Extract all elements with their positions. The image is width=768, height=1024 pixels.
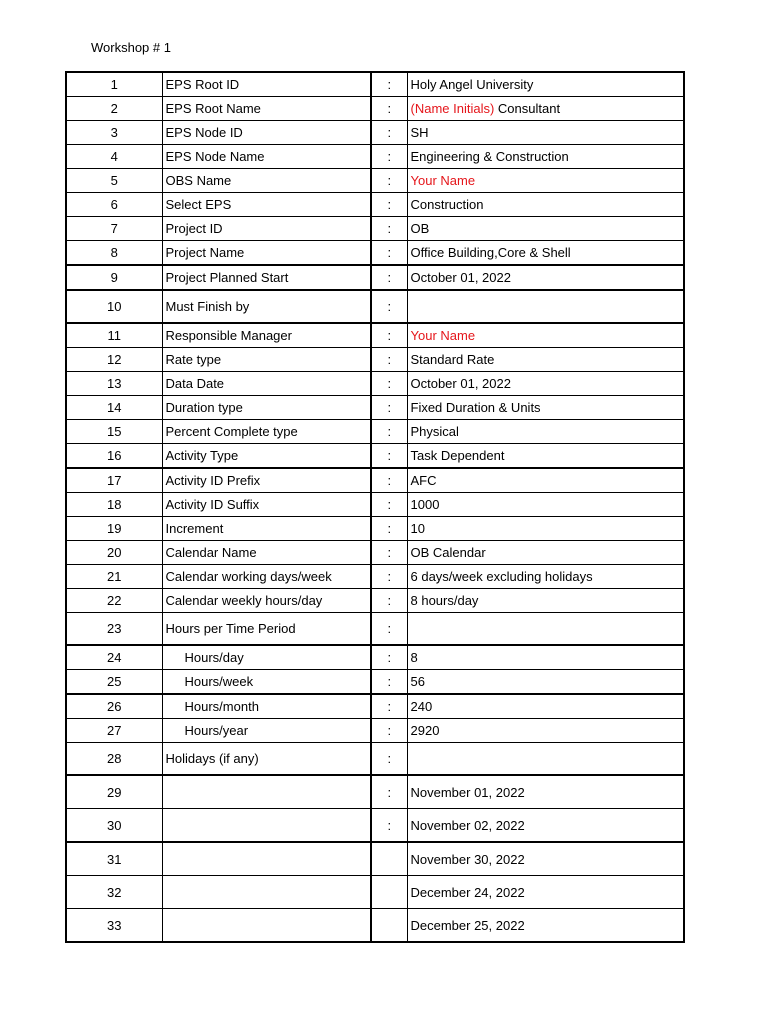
value-text: 10: [410, 521, 425, 536]
table-row: [66, 493, 684, 517]
table-row: [66, 565, 684, 589]
value-text: November 30, 2022: [410, 851, 525, 867]
row-number: 14: [66, 396, 162, 420]
row-label: Hours/week: [162, 670, 371, 695]
value-text: Standard Rate: [410, 352, 495, 367]
table-row: [66, 775, 684, 809]
row-value[interactable]: [407, 372, 684, 396]
row-number: 31: [66, 842, 162, 876]
row-value[interactable]: [407, 670, 684, 695]
row-number: 19: [66, 517, 162, 541]
value-text: December 24, 2022: [410, 884, 525, 900]
row-separator: :: [371, 541, 407, 565]
row-value[interactable]: [407, 145, 684, 169]
row-value[interactable]: [407, 290, 684, 323]
table-row: [66, 719, 684, 743]
row-label: Holidays (if any): [162, 743, 371, 776]
value-text: Physical: [410, 424, 459, 439]
row-number: 9: [66, 265, 162, 290]
table-row: [66, 645, 684, 670]
value-text: November 01, 2022: [410, 784, 525, 800]
row-label: Increment: [162, 517, 371, 541]
value-text: 240: [410, 699, 433, 714]
row-separator: :: [371, 743, 407, 776]
row-separator: [371, 876, 407, 909]
row-separator: :: [371, 420, 407, 444]
row-value[interactable]: [407, 396, 684, 420]
row-value[interactable]: [407, 217, 684, 241]
row-value[interactable]: [407, 589, 684, 613]
row-number: 25: [66, 670, 162, 695]
table-row: [66, 613, 684, 646]
row-number: 16: [66, 444, 162, 469]
row-separator: [371, 909, 407, 943]
value-highlight-text: Your Name: [410, 173, 476, 188]
value-text: 1000: [410, 497, 440, 512]
row-separator: :: [371, 290, 407, 323]
row-separator: :: [371, 719, 407, 743]
table-row: [66, 348, 684, 372]
row-label: [162, 775, 371, 809]
value-text: Engineering & Construction: [410, 149, 569, 164]
row-label: [162, 809, 371, 843]
table-row: [66, 265, 684, 290]
row-separator: :: [371, 809, 407, 843]
row-number: 15: [66, 420, 162, 444]
table-row: [66, 809, 684, 843]
table-row: [66, 517, 684, 541]
row-label: Activity ID Suffix: [162, 493, 371, 517]
row-number: 22: [66, 589, 162, 613]
row-separator: :: [371, 444, 407, 469]
table-row: [66, 670, 684, 695]
row-value[interactable]: [407, 169, 684, 193]
value-text: December 25, 2022: [410, 917, 525, 933]
row-number: 30: [66, 809, 162, 843]
row-separator: :: [371, 241, 407, 266]
row-label: Activity Type: [162, 444, 371, 469]
row-value[interactable]: [407, 121, 684, 145]
row-separator: :: [371, 468, 407, 493]
value-text: Task Dependent: [410, 448, 505, 463]
value-text: 8 hours/day: [410, 593, 479, 608]
row-number: 23: [66, 613, 162, 646]
table-row: [66, 241, 684, 266]
row-number: 29: [66, 775, 162, 809]
value-text: November 02, 2022: [410, 817, 525, 833]
row-separator: :: [371, 493, 407, 517]
table-row: [66, 97, 684, 121]
row-separator: :: [371, 613, 407, 646]
row-number: 1: [66, 72, 162, 97]
row-separator: :: [371, 217, 407, 241]
value-highlight-text: (Name Initials): [410, 101, 495, 116]
row-separator: :: [371, 589, 407, 613]
row-number: 32: [66, 876, 162, 909]
row-separator: :: [371, 396, 407, 420]
row-label: Percent Complete type: [162, 420, 371, 444]
table-row: [66, 842, 684, 876]
row-separator: :: [371, 348, 407, 372]
row-label: Must Finish by: [162, 290, 371, 323]
row-separator: :: [371, 323, 407, 348]
row-value[interactable]: [407, 719, 684, 743]
row-number: 7: [66, 217, 162, 241]
row-value[interactable]: [407, 842, 684, 876]
row-number: 8: [66, 241, 162, 266]
table-row: [66, 323, 684, 348]
row-label: [162, 842, 371, 876]
row-separator: [371, 842, 407, 876]
table-row: [66, 396, 684, 420]
row-label: Responsible Manager: [162, 323, 371, 348]
table-row: [66, 420, 684, 444]
row-label: EPS Root Name: [162, 97, 371, 121]
value-text: 2920: [410, 723, 440, 738]
table-row: [66, 290, 684, 323]
row-number: 18: [66, 493, 162, 517]
row-separator: :: [371, 72, 407, 97]
table-row: [66, 193, 684, 217]
row-number: 10: [66, 290, 162, 323]
row-label: [162, 909, 371, 943]
row-value[interactable]: [407, 493, 684, 517]
table-row: [66, 468, 684, 493]
value-text: AFC: [410, 473, 437, 488]
row-value[interactable]: [407, 241, 684, 266]
row-label: EPS Node ID: [162, 121, 371, 145]
value-highlight-text: Your Name: [410, 328, 476, 343]
row-label: Project ID: [162, 217, 371, 241]
row-value[interactable]: [407, 348, 684, 372]
row-number: 24: [66, 645, 162, 670]
row-label: Rate type: [162, 348, 371, 372]
row-number: 20: [66, 541, 162, 565]
row-value[interactable]: [407, 444, 684, 469]
row-separator: :: [371, 145, 407, 169]
row-value[interactable]: [407, 468, 684, 493]
value-text: Holy Angel University: [410, 77, 534, 92]
value-text: 8: [410, 650, 418, 665]
row-value[interactable]: [407, 72, 684, 97]
row-label: Project Planned Start: [162, 265, 371, 290]
row-value[interactable]: [407, 613, 684, 646]
table-row: [66, 909, 684, 943]
row-value[interactable]: [407, 420, 684, 444]
table-row: [66, 694, 684, 719]
row-separator: :: [371, 775, 407, 809]
value-text: Office Building,Core & Shell: [410, 245, 571, 260]
row-label: Data Date: [162, 372, 371, 396]
row-label: [162, 876, 371, 909]
row-label: Duration type: [162, 396, 371, 420]
value-text: 6 days/week excluding holidays: [410, 569, 593, 584]
row-number: 33: [66, 909, 162, 943]
table-row: [66, 145, 684, 169]
row-separator: :: [371, 121, 407, 145]
value-text: OB: [410, 221, 430, 236]
row-separator: :: [371, 372, 407, 396]
table-row: [66, 743, 684, 776]
row-value[interactable]: [407, 565, 684, 589]
row-value[interactable]: [407, 517, 684, 541]
row-separator: :: [371, 670, 407, 695]
row-value[interactable]: [407, 775, 684, 809]
row-value[interactable]: [407, 694, 684, 719]
row-value[interactable]: [407, 323, 684, 348]
row-value[interactable]: [407, 809, 684, 843]
row-separator: :: [371, 169, 407, 193]
row-separator: :: [371, 565, 407, 589]
value-text: 56: [410, 674, 425, 689]
row-number: 12: [66, 348, 162, 372]
row-separator: :: [371, 265, 407, 290]
table-row: [66, 72, 684, 97]
value-text: SH: [410, 125, 429, 140]
value-text: October 01, 2022: [410, 270, 511, 285]
row-number: 13: [66, 372, 162, 396]
row-label: Select EPS: [162, 193, 371, 217]
table-row: [66, 589, 684, 613]
page-title: Workshop # 1: [91, 40, 171, 55]
row-value[interactable]: [407, 193, 684, 217]
row-label: Hours/day: [162, 645, 371, 670]
row-number: 11: [66, 323, 162, 348]
row-number: 6: [66, 193, 162, 217]
row-number: 4: [66, 145, 162, 169]
row-value[interactable]: [407, 265, 684, 290]
row-number: 3: [66, 121, 162, 145]
row-number: 5: [66, 169, 162, 193]
row-label: Calendar working days/week: [162, 565, 371, 589]
row-label: Hours per Time Period: [162, 613, 371, 646]
row-value[interactable]: [407, 876, 684, 909]
value-text: Fixed Duration & Units: [410, 400, 541, 415]
row-value[interactable]: [407, 645, 684, 670]
value-text: OB Calendar: [410, 545, 486, 560]
row-separator: :: [371, 694, 407, 719]
row-number: 26: [66, 694, 162, 719]
row-label: Hours/month: [162, 694, 371, 719]
value-text: October 01, 2022: [410, 376, 511, 391]
row-label: Calendar Name: [162, 541, 371, 565]
row-label: Calendar weekly hours/day: [162, 589, 371, 613]
row-number: 27: [66, 719, 162, 743]
row-separator: :: [371, 193, 407, 217]
table-row: [66, 541, 684, 565]
row-label: EPS Root ID: [162, 72, 371, 97]
row-separator: :: [371, 97, 407, 121]
table-row: [66, 121, 684, 145]
row-value[interactable]: [407, 909, 684, 943]
table-row: [66, 372, 684, 396]
table-row: [66, 217, 684, 241]
row-label: Hours/year: [162, 719, 371, 743]
table-row: [66, 444, 684, 469]
row-number: 21: [66, 565, 162, 589]
table-row: [66, 876, 684, 909]
row-value[interactable]: [407, 97, 684, 121]
row-label: OBS Name: [162, 169, 371, 193]
row-separator: :: [371, 645, 407, 670]
value-text: Construction: [410, 197, 484, 212]
row-number: 17: [66, 468, 162, 493]
row-number: 28: [66, 743, 162, 776]
row-number: 2: [66, 97, 162, 121]
workshop-table-body: [66, 72, 684, 942]
value-text: Consultant: [494, 101, 561, 116]
workshop-table: [65, 71, 685, 943]
row-value[interactable]: [407, 743, 684, 776]
row-separator: :: [371, 517, 407, 541]
table-row: [66, 169, 684, 193]
row-label: EPS Node Name: [162, 145, 371, 169]
row-label: Activity ID Prefix: [162, 468, 371, 493]
row-value[interactable]: [407, 541, 684, 565]
row-label: Project Name: [162, 241, 371, 266]
